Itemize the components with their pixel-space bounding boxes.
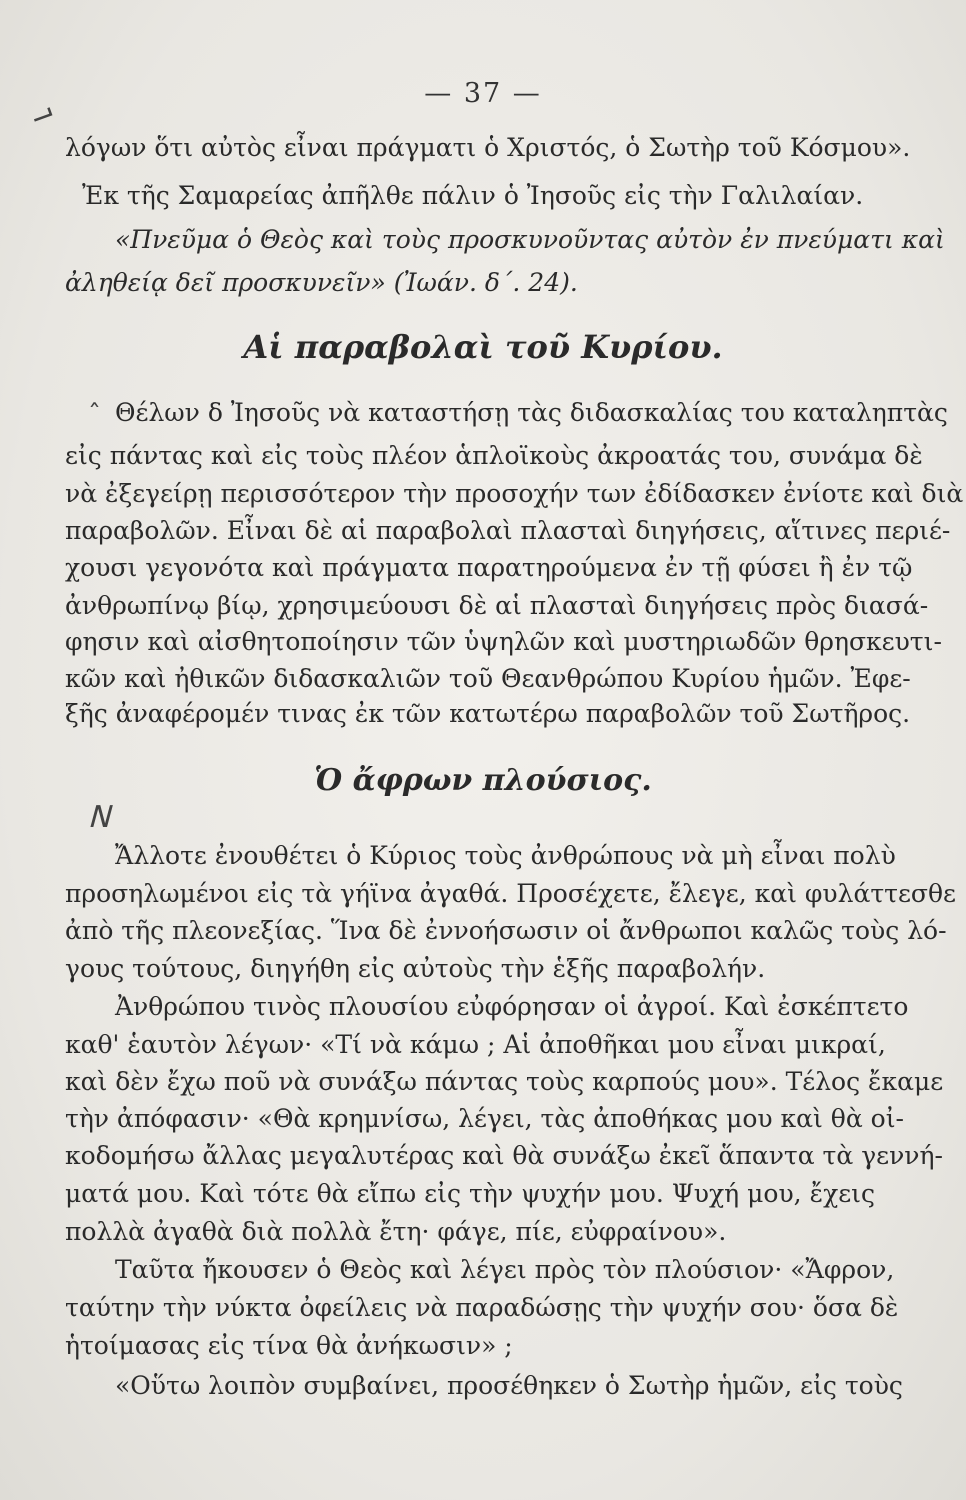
text-line: κῶν καὶ ἠθικῶν διδασκαλιῶν τοῦ Θεανθρώπου Κυρίου ἡμῶν. Ἐφε- [65,664,911,693]
margin-tick-mark: ˆ [88,400,101,430]
section-heading: Ὁ ἄφρων πλούσιος. [314,763,652,798]
text-line: γους τούτους, διηγήθη εἰς αὐτοὺς τὴν ἑξῆς παραβολήν. [65,954,766,983]
text-line: χουσι γεγονότα καὶ πράγματα παρατηρούμενα ἐν τῇ φύσει ἢ ἐν τῷ [65,553,913,582]
text-line: ἀπὸ τῆς πλεονεξίας. Ἵνα δὲ ἐννοήσωσιν οἱ ἄνθρωποι καλῶς τοὺς λό- [65,916,947,945]
text-line: ταύτην τὴν νύκτα ὀφείλεις νὰ παραδώσῃς τὴν ψυχήν σου· ὅσα δὲ [65,1293,899,1322]
text-line: τὴν ἀπόφασιν· «Θὰ κρημνίσω, λέγει, τὰς ἀποθήκας μου καὶ θὰ οἰ- [65,1104,904,1133]
text-line: Ἐκ τῆς Σαμαρείας ἀπῆλθε πάλιν ὁ Ἰησοῦς εἰς τὴν Γαλιλαίαν. [82,181,864,210]
text-line: πολλὰ ἀγαθὰ διὰ πολλὰ ἔτη· φάγε, πίε, εὐφραίνου». [65,1217,727,1246]
text-line: φησιν καὶ αἰσθητοποίησιν τῶν ὑψηλῶν καὶ μυστηριωδῶν θρησκευτι- [65,627,942,656]
text-line: «Οὕτω λοιπὸν συμβαίνει, προσέθηκεν ὁ Σωτὴρ ἡμῶν, εἰς τοὺς [115,1371,903,1400]
text-line: νὰ ἐξεγείρῃ περισσότερον τὴν προσοχήν των ἐδίδασκεν ἐνίοτε καὶ διὰ [65,479,964,508]
text-line: Θέλων δ Ἰησοῦς νὰ καταστήσῃ τὰς διδασκαλίας του καταληπτὰς [115,398,948,427]
text-line: εἰς πάντας καὶ εἰς τοὺς πλέον ἁπλοϊκοὺς ἀκροατάς του, συνάμα δὲ [65,441,923,470]
text-line: Ἄλλοτε ἐνουθέτει ὁ Κύριος τοὺς ἀνθρώπους νὰ μὴ εἶναι πολὺ [115,841,896,870]
page-number: — 37 — [424,78,542,109]
text-line: ἀληθείᾳ δεῖ προσκυνεῖν» (Ἰωάν. δ΄. 24). [65,268,578,297]
text-line: καθ' ἑαυτὸν λέγων· «Τί νὰ κάμω ; Αἱ ἀποθῆκαι μου εἶναι μικραί, [65,1030,886,1059]
text-line: ματά μου. Καὶ τότε θὰ εἴπω εἰς τὴν ψυχήν μου. Ψυχή μου, ἔχεις [65,1179,875,1208]
text-line: ξῆς ἀναφέρομέν τινας ἐκ τῶν κατωτέρω παραβολῶν τοῦ Σωτῆρος. [65,699,911,728]
text-line: παραβολῶν. Εἶναι δὲ αἱ παραβολαὶ πλασταὶ διηγήσεις, αἵτινες περιέ- [65,516,951,545]
text-line: ἀνθρωπίνῳ βίῳ, χρησιμεύουσι δὲ αἱ πλασταὶ διηγήσεις πρὸς διασά- [65,591,929,620]
margin-tick-mark: N [85,800,118,835]
text-line: προσηλωμένοι εἰς τὰ γήϊνα ἀγαθά. Προσέχετε, ἔλεγε, καὶ φυλάττεσθε [65,879,957,908]
text-line: κοδομήσω ἄλλας μεγαλυτέρας καὶ θὰ συνάξω ἐκεῖ ἅπαντα τὰ γεννή- [65,1141,943,1170]
text-line: καὶ δὲν ἔχω ποῦ νὰ συνάξω πάντας τοὺς καρπούς μου». Τέλος ἔκαμε [65,1067,944,1096]
margin-tick-mark: ⌐ [24,94,61,137]
section-heading: Αἱ παραβολαὶ τοῦ Κυρίου. [243,328,723,366]
text-line: Ταῦτα ἤκουσεν ὁ Θεὸς καὶ λέγει πρὸς τὸν πλούσιον· «Ἄφρον, [115,1255,895,1284]
text-line: Ἀνθρώπου τινὸς πλουσίου εὐφόρησαν οἱ ἀγροί. Καὶ ἐσκέπτετο [115,992,909,1021]
text-line: ἡτοίμασας εἰς τίνα θὰ ἀνήκωσιν» ; [65,1331,513,1360]
text-line: λόγων ὅτι αὐτὸς εἶναι πράγματι ὁ Χριστός, ὁ Σωτὴρ τοῦ Κόσμου». [65,133,911,162]
text-line: «Πνεῦμα ὁ Θεὸς καὶ τοὺς προσκυνοῦντας αὐτὸν ἐν πνεύματι καὶ [115,225,945,254]
